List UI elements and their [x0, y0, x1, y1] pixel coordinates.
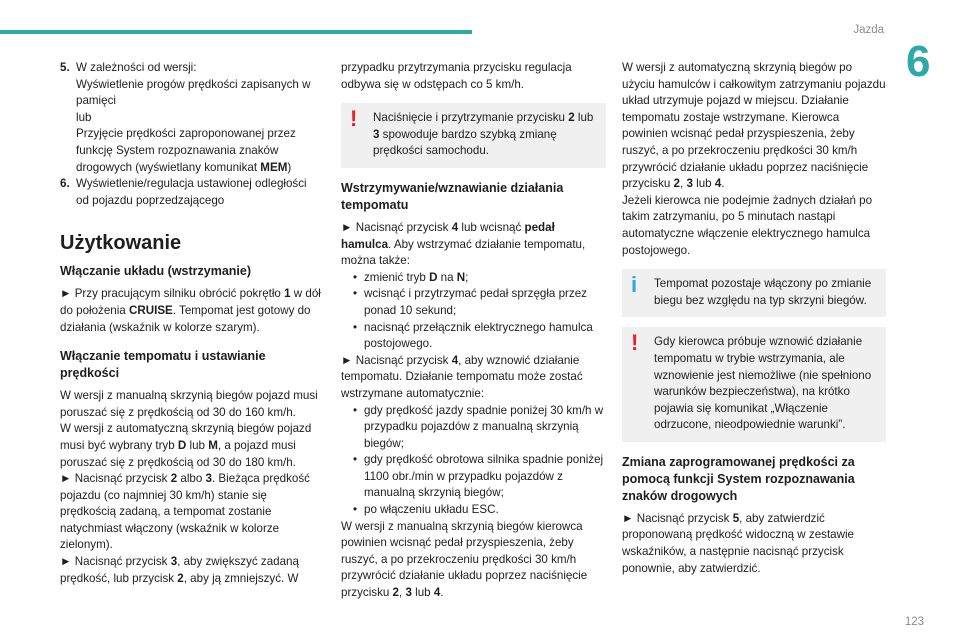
text: , a pojazd musi poruszać się z prędkością od 30 do 180 km/h.: [60, 438, 296, 469]
text: . Bieżąca prędkość pojazdu (co najmniej 30 km/h) stanie się prędkością zadaną, a tempomat zostanie natychmiast włączony (wskaźnik w kolorze zielonym).: [60, 472, 310, 552]
text: .: [440, 586, 444, 600]
column-2: [341, 60, 606, 602]
bold-text: D: [429, 270, 438, 284]
bold-text: 1: [284, 287, 291, 301]
bold-text: 3: [686, 177, 693, 191]
text: w dół do położenia: [60, 287, 321, 317]
text: ,: [399, 586, 406, 600]
text: zmienić tryb: [364, 270, 430, 284]
bullet: •: [353, 287, 358, 301]
text: ): [287, 160, 292, 174]
text: ;: [465, 270, 469, 284]
text: .: [721, 177, 725, 191]
list-item: [341, 452, 606, 502]
paragraph: [60, 471, 322, 554]
text: W wersji z automatyczną skrzynią biegów po użyciu hamulców i całkowitym zatrzymaniu pojazdu układ utrzymuje pojazd w miejscu. Działanie tempomatu zostaje wstrzymane. Kierowca powinien wcisnąć pedał przyspieszenia, żeby ruszyć, a po przekroczeniu prędkości 30 km/h przywrócić działanie układu poprzez naciśnięcie przycisku: [622, 61, 886, 191]
paragraph: Wyświetlenie progów prędkości zapisanych w pamięci: [76, 77, 311, 108]
bold-text: pedał hamulca: [341, 220, 555, 251]
text: lub: [411, 586, 434, 600]
text: , aby wznowić działanie tempomatu. Działanie tempomatu może zostać wstrzymane automatycznie:: [341, 353, 583, 400]
warning-icon: !: [631, 330, 639, 356]
item-number: 5.: [60, 61, 70, 74]
bullet: •: [353, 403, 358, 417]
text: lub: [692, 177, 715, 191]
paragraph: [622, 511, 886, 577]
bold-text: 2: [392, 586, 399, 600]
paragraph: [341, 220, 606, 270]
text: , aby zatwierdzić proponowaną prędkość widoczną w zestawie wskaźników, a następnie nacisnąć przycisk ponownie, aby zatwierdzić.: [622, 511, 855, 575]
text: po włączeniu układu ESC.: [364, 503, 499, 517]
note-text: Tempomat pozostaje włączony po zmianie biegu bez względu na typ skrzyni biegów.: [654, 277, 872, 307]
bold-text: 4: [451, 353, 459, 367]
text: ► Nacisnąć przycisk: [341, 353, 452, 367]
bold-text: 2: [568, 111, 575, 125]
subheading: Włączanie tempomatu i ustawianie prędkości: [60, 349, 266, 381]
column-1: [60, 60, 322, 587]
bold-text: M: [208, 438, 218, 452]
bold-text: 3: [373, 127, 380, 141]
paragraph: W zależności od wersji:: [76, 61, 197, 74]
bullet: •: [353, 453, 358, 467]
paragraph: [76, 126, 322, 176]
info-icon: i: [631, 272, 638, 298]
text: Naciśnięcie i przytrzymanie przycisku: [373, 111, 569, 125]
subheading: Wstrzymywanie/wznawianie działania tempomatu: [341, 180, 564, 212]
text: gdy prędkość jazdy spadnie poniżej 30 km/h w przypadku pojazdów z manualną skrzynią biegów;: [364, 403, 604, 450]
paragraph: [622, 60, 886, 193]
page-number: 123: [904, 616, 924, 628]
note-text: [373, 110, 598, 160]
subheading: Zmiana zaprogramowanej prędkości za pomocą funkcji System rozpoznawania znaków drogowych: [622, 454, 855, 503]
bullet: •: [353, 503, 358, 517]
bold-text: 4: [714, 177, 722, 191]
list-item: [341, 403, 606, 453]
paragraph: [60, 554, 322, 587]
list-item: [341, 320, 606, 353]
warning-note: [341, 103, 606, 168]
warning-note: [622, 327, 886, 442]
note-text: Gdy kierowca próbuje wznowić działanie tempomatu w trybie wstrzymania, ale wznowienie jest niemożliwe (nie spełniono warunków bezpieczeństwa), na krótko pojawia się komunikat „Włączenie odrzucone, nieodpowiednie warunki”.: [654, 335, 872, 432]
text: albo: [177, 472, 206, 486]
subheading: Włączanie układu (wstrzymanie): [60, 264, 252, 279]
list-item: [341, 286, 606, 319]
text: lub: [186, 438, 209, 452]
paragraph: [60, 286, 322, 336]
text: ► Nacisnąć przycisk: [341, 220, 452, 234]
text: lub: [574, 111, 594, 125]
bold-text: 4: [451, 220, 459, 234]
bold-text: 3: [405, 586, 412, 600]
list-item-6: [60, 176, 322, 209]
info-note: [622, 269, 886, 317]
text: W wersji z manualną skrzynią biegów kierowca powinien wcisnąć pedał przyspieszenia, żeby ruszyć, a po przekroczeniu prędkości 30 km/h przywrócić działanie układu poprzez naciśnięcie przycisku: [341, 519, 588, 600]
list-item-5: [60, 60, 322, 176]
paragraph: lub: [76, 110, 92, 124]
bold-text: MEM: [260, 160, 288, 174]
list-item: [341, 270, 606, 287]
text: W wersji z automatyczną skrzynią biegów pojazd musi być wybrany tryb: [60, 422, 312, 452]
bold-text: 4: [433, 586, 441, 600]
bold-text: D: [177, 438, 187, 452]
bullet: •: [353, 320, 358, 334]
text: lub wcisnąć: [458, 220, 525, 234]
bold-text: 3: [205, 472, 212, 486]
text: ► Nacisnąć przycisk: [60, 472, 171, 486]
text: ► Nacisnąć przycisk: [622, 511, 733, 525]
paragraph: [341, 353, 606, 403]
item-number: 6.: [60, 177, 70, 191]
paragraph: Wyświetlenie/regulacja ustawionej odległości od pojazdu poprzedzającego: [76, 177, 307, 207]
header-accent-bar: [0, 30, 472, 34]
text: ► Przy pracującym silniku obrócić pokrętło: [60, 287, 285, 301]
section-title: Jazda: [853, 24, 884, 36]
text: , aby zwiększyć zadaną prędkość, lub przycisk: [60, 555, 299, 585]
bullet: •: [353, 270, 358, 284]
chapter-number: 6: [906, 37, 931, 86]
text: . Tempomat jest gotowy do działania (wskaźnik w kolorze szarym).: [60, 303, 311, 334]
text: [364, 270, 606, 287]
text: ► Nacisnąć przycisk: [60, 555, 171, 569]
bold-text: N: [456, 270, 466, 284]
paragraph: [341, 519, 606, 602]
bold-text: 2: [673, 177, 680, 191]
bold-text: 5: [732, 511, 740, 525]
text: na: [437, 270, 457, 284]
paragraph: [60, 421, 322, 471]
text: , aby ją zmniejszyć. W: [183, 571, 299, 585]
text: gdy prędkość obrotowa silnika spadnie poniżej 1100 obr./min w przypadku pojazdów z manualną skrzynią biegów;: [364, 453, 604, 500]
text: ,: [680, 177, 687, 191]
text: wcisnąć i przytrzymać pedał sprzęgła przez ponad 10 sekund;: [364, 287, 587, 317]
text: Przyjęcie prędkości zaproponowanej przez funkcję System rozpoznawania znaków drogowych (wyświetlany komunikat: [76, 127, 296, 174]
list-item: [341, 502, 606, 519]
paragraph: Jeżeli kierowca nie podejmie żadnych działań po takim zatrzymaniu, po 5 minutach nastąpi automatyczne włączenie elektrycznego hamulca postojowego.: [622, 193, 873, 257]
warning-icon: !: [350, 106, 358, 132]
bold-text: CRUISE: [128, 303, 173, 317]
text: . Aby wstrzymać działanie tempomatu, można także:: [341, 237, 586, 268]
text: spowoduje bardzo szybką zmianę prędkości samochodu.: [373, 127, 557, 158]
paragraph: przypadku przytrzymania przycisku regulacja odbywa się w odstępach co 5 km/h.: [341, 61, 572, 91]
bold-text: 2: [170, 472, 178, 486]
column-3: [622, 60, 886, 577]
bold-text: 3: [170, 555, 178, 569]
text: nacisnąć przełącznik elektrycznego hamulca postojowego.: [364, 320, 593, 351]
bold-text: 2: [177, 571, 184, 585]
heading-uzytkowanie: Użytkowanie: [60, 232, 182, 255]
paragraph: W wersji z manualną skrzynią biegów pojazd musi poruszać się z prędkością od 30 do 160 km/h.: [60, 389, 318, 419]
